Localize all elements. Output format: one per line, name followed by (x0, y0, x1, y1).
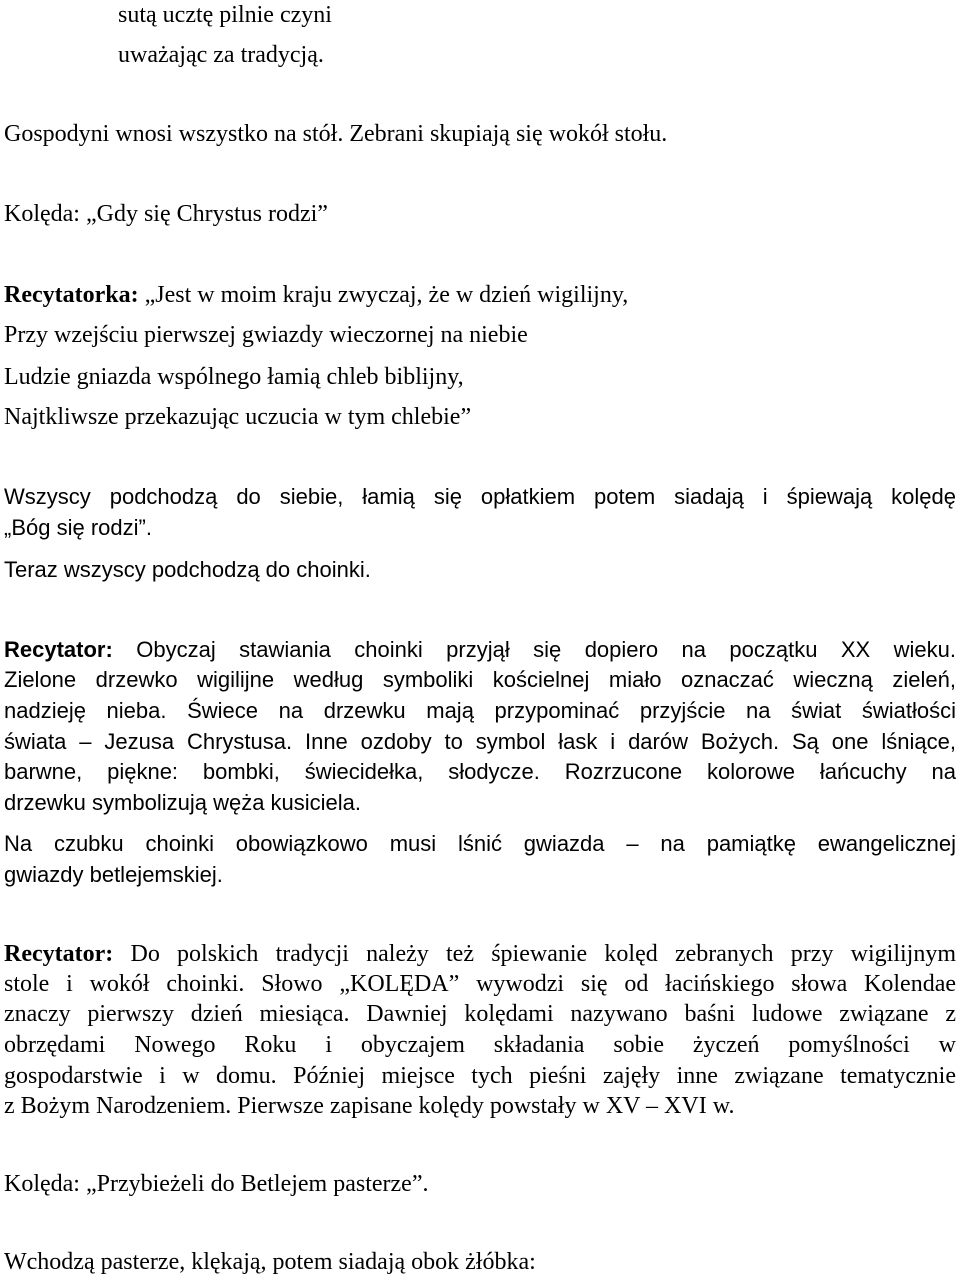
verse-text: „Jest w moim kraju zwyczaj, że w dzień wigilijny, (144, 282, 629, 308)
stage-direction: „Bóg się rodzi”. (4, 515, 152, 540)
prose-text: Obyczaj stawiania choinki przyjął się dopiero na początku XX wieku. (136, 637, 956, 662)
prose-line: nadzieję nieba. Świece na drzewku mają przypominać przyjście na świat światłości (4, 698, 956, 723)
verse-line: Najtkliwsze przekazując uczucia w tym chlebie” (4, 404, 472, 430)
verse-line: Ludzie gniazda wspólnego łamią chleb biblijny, (4, 364, 464, 390)
carol-title: Kolęda: „Gdy się Chrystus rodzi” (4, 201, 328, 227)
recitation-line (4, 280, 628, 310)
poem-line: uważając za tradycją. (118, 42, 324, 68)
prose-line: Na czubku choinki obowiązkowo musi lśnić gwiazda – na pamiątkę ewangelicznej (4, 831, 956, 856)
poem-line: sutą ucztę pilnie czyni (118, 2, 332, 28)
prose-line: drzewku symbolizują węża kusiciela. (4, 790, 362, 815)
prose-line: gospodarstwie i w domu. Później miejsce tych pieśni zajęły inne związane tematycznie (4, 1063, 956, 1089)
stage-direction: Wchodzą pasterze, klękają, potem siadają obok żłóbka: (4, 1249, 536, 1275)
carol-title: Kolęda: „Przybieżeli do Betlejem pasterze”. (4, 1171, 429, 1197)
recitation-line (4, 939, 956, 969)
stage-direction: Teraz wszyscy podchodzą do choinki. (4, 557, 371, 582)
speaker-label: Recytator: (4, 637, 113, 662)
prose-line: obrzędami Nowego Roku i obyczajem składania sobie życzeń pomyślności w (4, 1032, 956, 1058)
prose-line: barwne, piękne: bombki, świecidełka, słodycze. Rozrzucone kolorowe łańcuchy na (4, 759, 956, 784)
prose-text: Do polskich tradycji należy też śpiewanie kolęd zebranych przy wigilijnym (130, 941, 956, 967)
prose-line: znaczy pierwszy dzień miesiąca. Dawniej kolędami nazywano baśni ludowe związane z (4, 1001, 956, 1027)
prose-line: z Bożym Narodzeniem. Pierwsze zapisane kolędy powstały w XV – XVI w. (4, 1093, 735, 1119)
stage-direction: Gospodyni wnosi wszystko na stół. Zebrani skupiają się wokół stołu. (4, 121, 668, 147)
verse-line: Przy wzejściu pierwszej gwiazdy wieczornej na niebie (4, 322, 528, 348)
recitation-line (4, 635, 956, 665)
prose-line: gwiazdy betlejemskiej. (4, 862, 223, 887)
stage-direction: Wszyscy podchodzą do siebie, łamią się opłatkiem potem siadają i śpiewają kolędę (4, 484, 956, 509)
prose-line: świata – Jezusa Chrystusa. Inne ozdoby to symbol łask i darów Bożych. Są one lśniące, (4, 729, 956, 754)
prose-line: Zielone drzewko wigilijne według symboliki kościelnej miało oznaczać wieczną zieleń, (4, 667, 956, 692)
speaker-label: Recytator: (4, 941, 114, 967)
speaker-label: Recytatorka: (4, 282, 139, 308)
prose-line: stole i wokół choinki. Słowo „KOLĘDA” wywodzi się od łacińskiego słowa Kolendae (4, 971, 956, 997)
